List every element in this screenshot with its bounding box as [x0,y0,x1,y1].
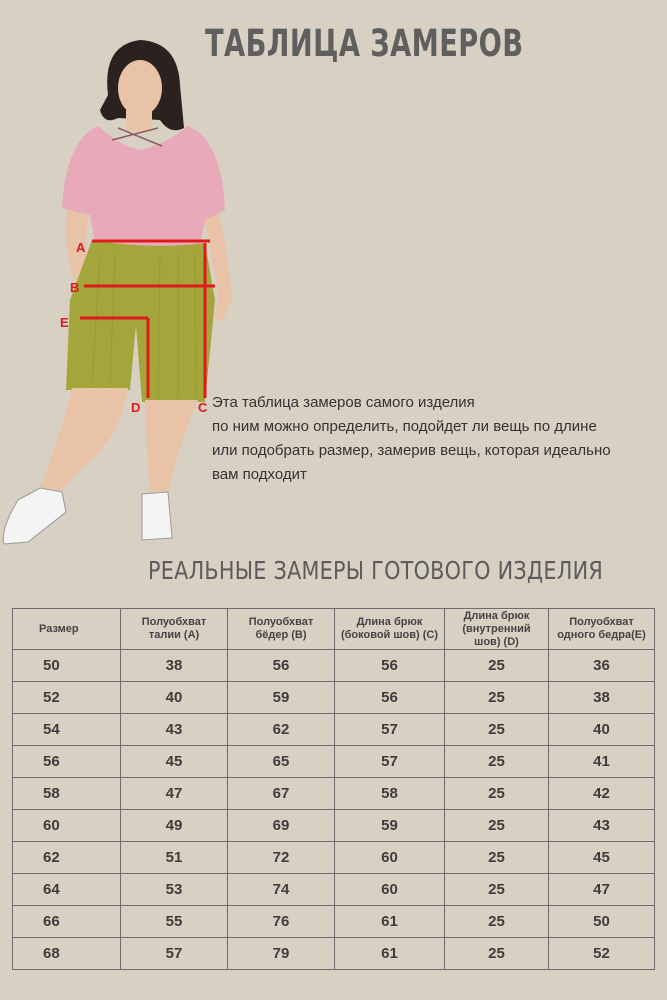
measurement-cell: 38 [121,650,228,682]
measurement-cell: 25 [445,714,549,746]
measurement-cell: 60 [335,842,445,874]
marker-d: D [131,400,141,415]
table-row [13,746,655,778]
measurement-cell: 57 [335,714,445,746]
size-cell: 60 [13,810,121,842]
measurement-cell: 57 [121,938,228,970]
column-header-line: Полуобхват [248,616,314,628]
measurement-cell: 25 [445,842,549,874]
measurement-cell: 43 [121,714,228,746]
table-row [13,874,655,906]
column-header [121,609,228,650]
measurement-cell: 38 [549,682,655,714]
measurement-cell: 65 [228,746,335,778]
table-subtitle: РЕАЛЬНЫЕ ЗАМЕРЫ ГОТОВОГО ИЗДЕЛИЯ [148,556,604,585]
left-shoe [3,488,66,544]
measurement-cell: 40 [549,714,655,746]
measurement-cell: 61 [335,906,445,938]
column-header [228,609,335,650]
measurement-cell: 55 [121,906,228,938]
table-row [13,938,655,970]
measurement-cell: 50 [549,906,655,938]
measurement-cell: 76 [228,906,335,938]
column-header-line: шов) (D) [474,635,519,648]
measurement-cell: 49 [121,810,228,842]
measurement-cell: 56 [335,650,445,682]
column-header-line: талии (А) [148,629,200,641]
size-table [12,608,655,970]
measurement-cell: 41 [549,746,655,778]
measurement-cell: 74 [228,874,335,906]
column-header-line: бёдер (В) [255,629,307,641]
green-shorts [66,240,215,402]
table-row [13,682,655,714]
face [118,60,162,116]
right-shoe [142,492,172,540]
marker-b: B [70,280,80,295]
measurement-cell: 36 [549,650,655,682]
table-row [13,778,655,810]
measurement-cell: 56 [335,682,445,714]
measurement-cell: 59 [228,682,335,714]
column-header-line: Полуобхват [569,616,634,628]
measurement-cell: 47 [121,778,228,810]
measurement-cell: 67 [228,778,335,810]
measurement-cell: 25 [445,682,549,714]
description-line: Эта таблица замеров самого изделия [212,394,475,411]
left-leg [38,388,128,498]
column-header-line: Длина брюк [356,616,423,628]
table-row [13,842,655,874]
size-cell: 62 [13,842,121,874]
column-header-line: Размер [39,622,79,635]
page-title: ТАБЛИЦА ЗАМЕРОВ [205,22,524,65]
column-header [549,609,655,650]
column-header [445,609,549,650]
measurement-cell: 69 [228,810,335,842]
description-line: или подобрать размер, замерив вещь, которая идеально [212,442,611,459]
measurement-cell: 25 [445,746,549,778]
measurement-cell: 43 [549,810,655,842]
measurement-cell: 58 [335,778,445,810]
description [212,391,662,487]
measurement-cell: 61 [335,938,445,970]
column-header-line: Полуобхват [141,616,207,628]
size-cell: 54 [13,714,121,746]
marker-c: C [198,400,208,415]
measurement-cell: 52 [549,938,655,970]
measurement-cell: 53 [121,874,228,906]
column-header-line: Длина брюк [463,609,530,622]
size-cell: 66 [13,906,121,938]
measurement-cell: 62 [228,714,335,746]
measurement-cell: 25 [445,874,549,906]
description-line: по ним можно определить, подойдет ли вещь по длине [212,418,597,435]
column-header-line: одного бедра(Е) [557,629,646,641]
measurement-cell: 42 [549,778,655,810]
measurement-cell: 60 [335,874,445,906]
measurement-cell: 25 [445,650,549,682]
measurement-cell: 45 [121,746,228,778]
size-cell: 50 [13,650,121,682]
size-cell: 68 [13,938,121,970]
measurement-cell: 79 [228,938,335,970]
measurement-cell: 59 [335,810,445,842]
column-header [335,609,445,650]
measurement-cell: 40 [121,682,228,714]
measurement-cell: 45 [549,842,655,874]
table-row [13,810,655,842]
size-cell: 52 [13,682,121,714]
measurement-cell: 25 [445,906,549,938]
size-cell: 58 [13,778,121,810]
column-header [13,609,121,650]
marker-a: A [76,240,86,255]
size-cell: 56 [13,746,121,778]
measurement-cell: 25 [445,778,549,810]
measurement-cell: 25 [445,810,549,842]
measurement-cell: 47 [549,874,655,906]
size-cell: 64 [13,874,121,906]
right-leg [145,400,198,495]
table-row [13,714,655,746]
measurement-cell: 25 [445,938,549,970]
measurement-cell: 56 [228,650,335,682]
marker-e: E [60,315,69,330]
description-line: вам подходит [212,466,307,483]
measurement-cell: 72 [228,842,335,874]
measurement-cell: 57 [335,746,445,778]
column-header-line: (боковой шов) (С) [340,629,439,641]
table-row [13,650,655,682]
column-header-line: (внутренний [462,622,531,635]
table-row [13,906,655,938]
measurement-cell: 51 [121,842,228,874]
